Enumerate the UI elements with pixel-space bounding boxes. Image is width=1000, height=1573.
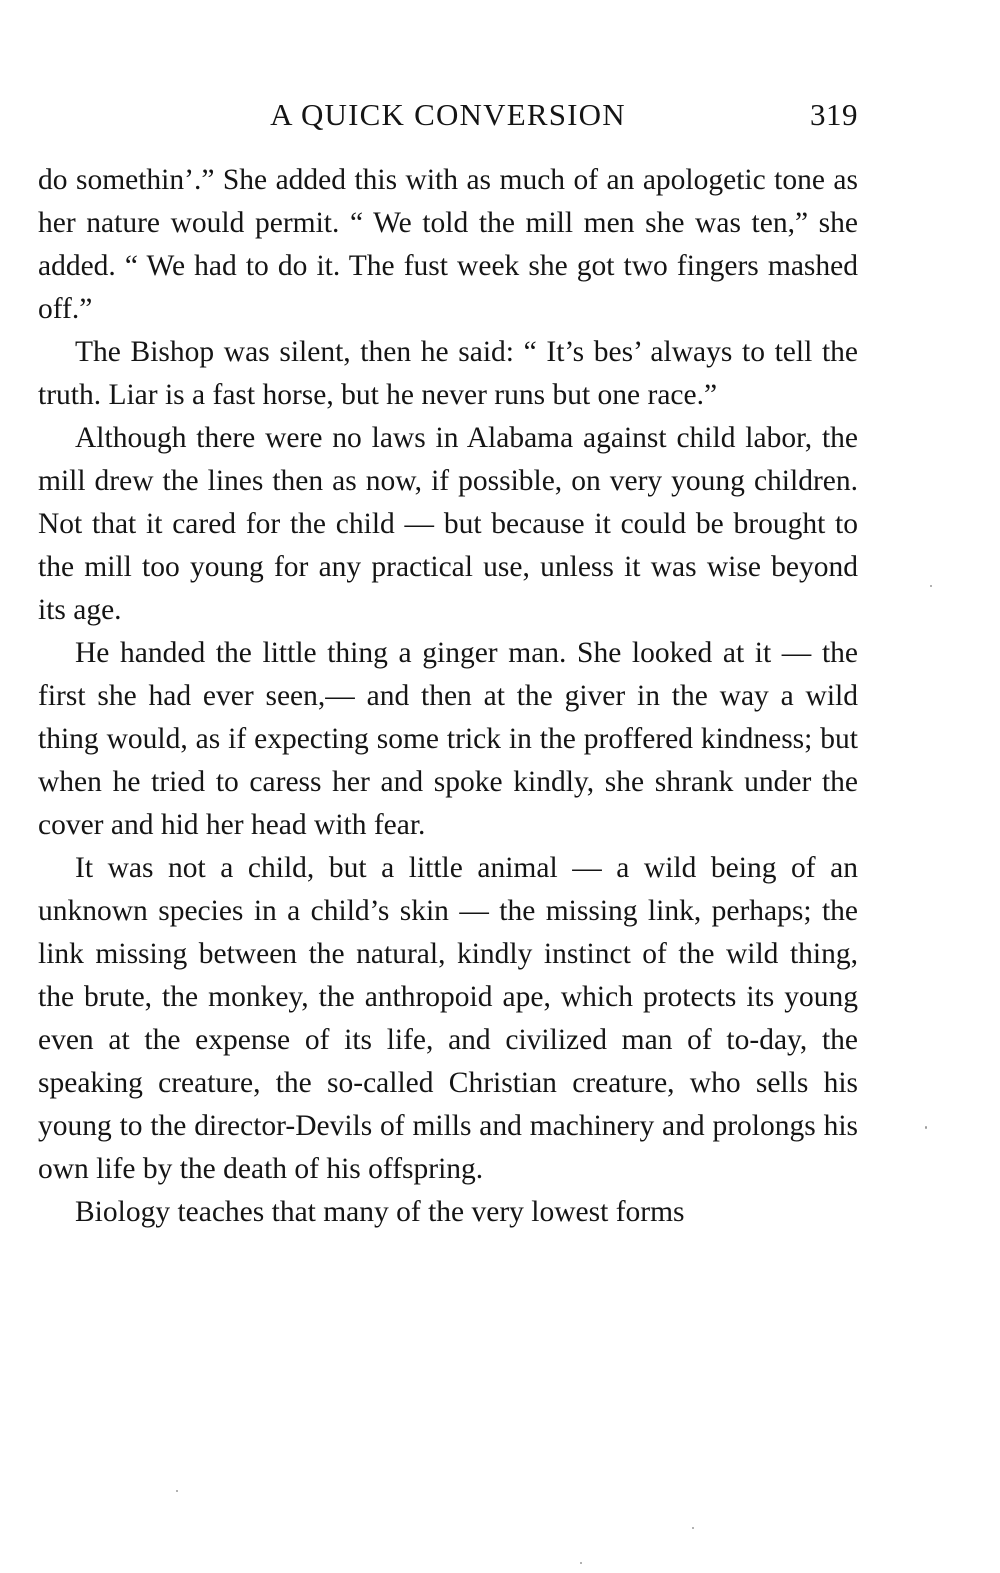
page-number: 319	[810, 97, 858, 132]
scan-speck	[692, 1527, 694, 1529]
paragraph-bishop-reply: The Bishop was silent, then he said: “ It’s bes’ always to tell the truth. Liar is a fast horse, but he never runs but one race.”	[38, 336, 858, 411]
scan-speck	[176, 1490, 178, 1492]
scan-speck	[930, 585, 932, 587]
scan-speck	[925, 1126, 927, 1129]
running-head	[38, 92, 858, 142]
body-text	[38, 159, 858, 1234]
paragraph-biology: Biology teaches that many of the very lowest forms	[75, 1196, 685, 1228]
paragraph-continued: do somethin’.” She added this with as much of an apologetic tone as her nature would permit. “ We told the mill men she was ten,” she added. “ We had to do it. The fust week she got two fingers mashed off.”	[38, 164, 858, 325]
running-title: A QUICK CONVERSION	[270, 97, 626, 132]
paragraph-ginger-man: He handed the little thing a ginger man. She looked at it — the first she had ever seen,— and then at the giver in the way a wild thing would, as if expecting some trick in the proffered kindness; but when he tried to caress her and spoke kindly, she shrank under the cover and hid her head with fear.	[38, 637, 858, 841]
scan-speck	[580, 1562, 582, 1564]
paragraph-missing-link: It was not a child, but a little animal — a wild being of an unknown species in a child’s skin — the missing link, perhaps; the link missing between the natural, kindly instinct of the wild thing, the brute, the monkey, the anthropoid ape, which protects its young even at the expense of its life, and civilized man of to-day, the speaking creature, the so-called Christian creature, who sells his young to the director-Devils of mills and machinery and prolongs his own life by the death of his offspring.	[38, 852, 858, 1185]
paragraph-child-labor: Although there were no laws in Alabama against child labor, the mill drew the lines then as now, if possible, on very young children. Not that it cared for the child — but because it could be brought to the mill too young for any practical use, unless it was wise beyond its age.	[38, 422, 858, 626]
